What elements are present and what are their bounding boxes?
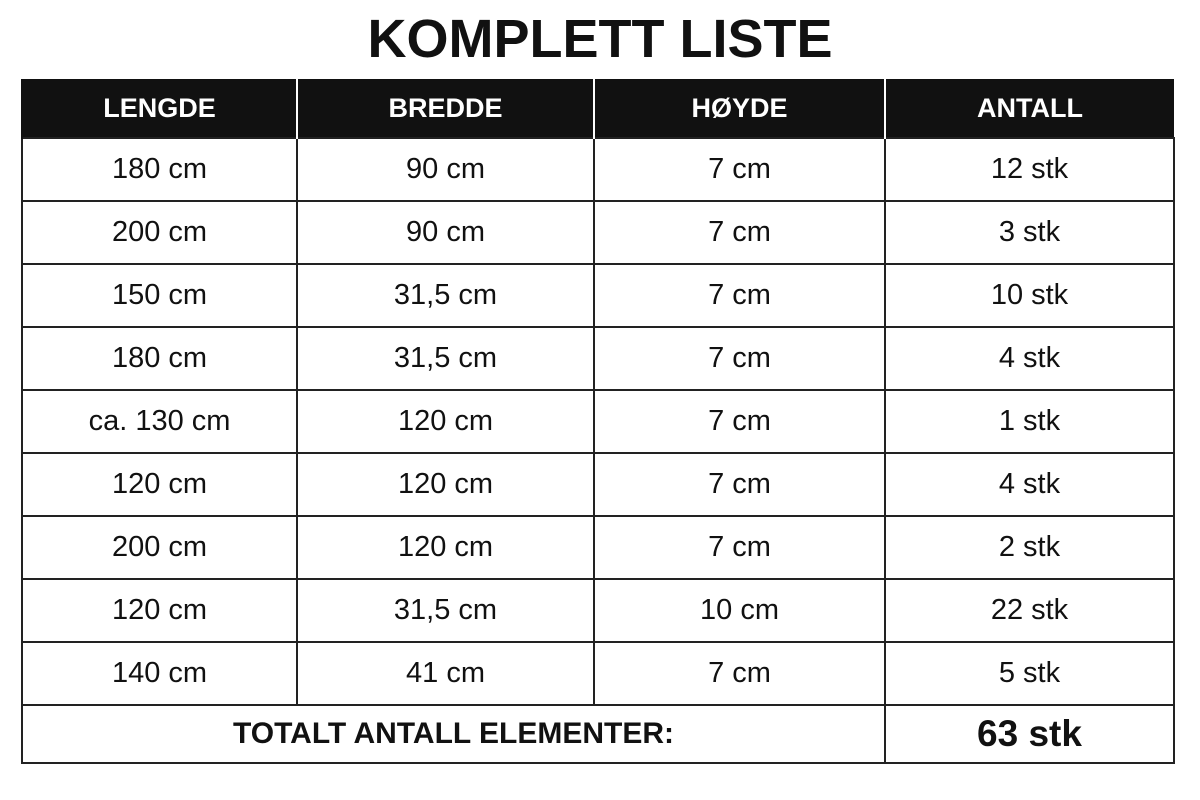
cell-quantity: 4 stk: [885, 327, 1174, 390]
cell-width: 120 cm: [297, 390, 594, 453]
table-header-row: [22, 79, 1174, 138]
table-row: [22, 138, 1174, 201]
cell-height: 10 cm: [594, 579, 885, 642]
table-row: [22, 327, 1174, 390]
cell-quantity: 12 stk: [885, 138, 1174, 201]
cell-quantity: 10 stk: [885, 264, 1174, 327]
cell-width: 31,5 cm: [297, 264, 594, 327]
table-row: [22, 264, 1174, 327]
page-title: KOMPLETT LISTE: [367, 9, 833, 69]
cell-height: 7 cm: [594, 516, 885, 579]
cell-quantity: 2 stk: [885, 516, 1174, 579]
cell-length: 180 cm: [22, 327, 297, 390]
component-table: [21, 79, 1175, 764]
table-row: [22, 390, 1174, 453]
total-value: 63 stk: [885, 705, 1174, 763]
cell-quantity: 22 stk: [885, 579, 1174, 642]
cell-width: 31,5 cm: [297, 327, 594, 390]
cell-quantity: 1 stk: [885, 390, 1174, 453]
total-label: TOTALT ANTALL ELEMENTER:: [22, 705, 885, 763]
cell-quantity: 4 stk: [885, 453, 1174, 516]
cell-width: 41 cm: [297, 642, 594, 705]
cell-length: 120 cm: [22, 453, 297, 516]
cell-width: 120 cm: [297, 516, 594, 579]
cell-quantity: 5 stk: [885, 642, 1174, 705]
cell-length: 140 cm: [22, 642, 297, 705]
cell-quantity: 3 stk: [885, 201, 1174, 264]
cell-length: ca. 130 cm: [22, 390, 297, 453]
table-row: [22, 642, 1174, 705]
cell-height: 7 cm: [594, 453, 885, 516]
table-row: [22, 201, 1174, 264]
cell-height: 7 cm: [594, 264, 885, 327]
cell-length: 200 cm: [22, 201, 297, 264]
total-row: [22, 705, 1174, 763]
cell-width: 120 cm: [297, 453, 594, 516]
cell-height: 7 cm: [594, 390, 885, 453]
cell-height: 7 cm: [594, 642, 885, 705]
cell-height: 7 cm: [594, 138, 885, 201]
header-length: LENGDE: [22, 79, 297, 138]
cell-length: 120 cm: [22, 579, 297, 642]
header-height: HØYDE: [594, 79, 885, 138]
cell-width: 90 cm: [297, 201, 594, 264]
cell-width: 90 cm: [297, 138, 594, 201]
table-row: [22, 453, 1174, 516]
cell-length: 200 cm: [22, 516, 297, 579]
cell-height: 7 cm: [594, 327, 885, 390]
cell-height: 7 cm: [594, 201, 885, 264]
table-row: [22, 579, 1174, 642]
table-row: [22, 516, 1174, 579]
header-width: BREDDE: [297, 79, 594, 138]
cell-length: 180 cm: [22, 138, 297, 201]
cell-length: 150 cm: [22, 264, 297, 327]
header-quantity: ANTALL: [885, 79, 1174, 138]
cell-width: 31,5 cm: [297, 579, 594, 642]
